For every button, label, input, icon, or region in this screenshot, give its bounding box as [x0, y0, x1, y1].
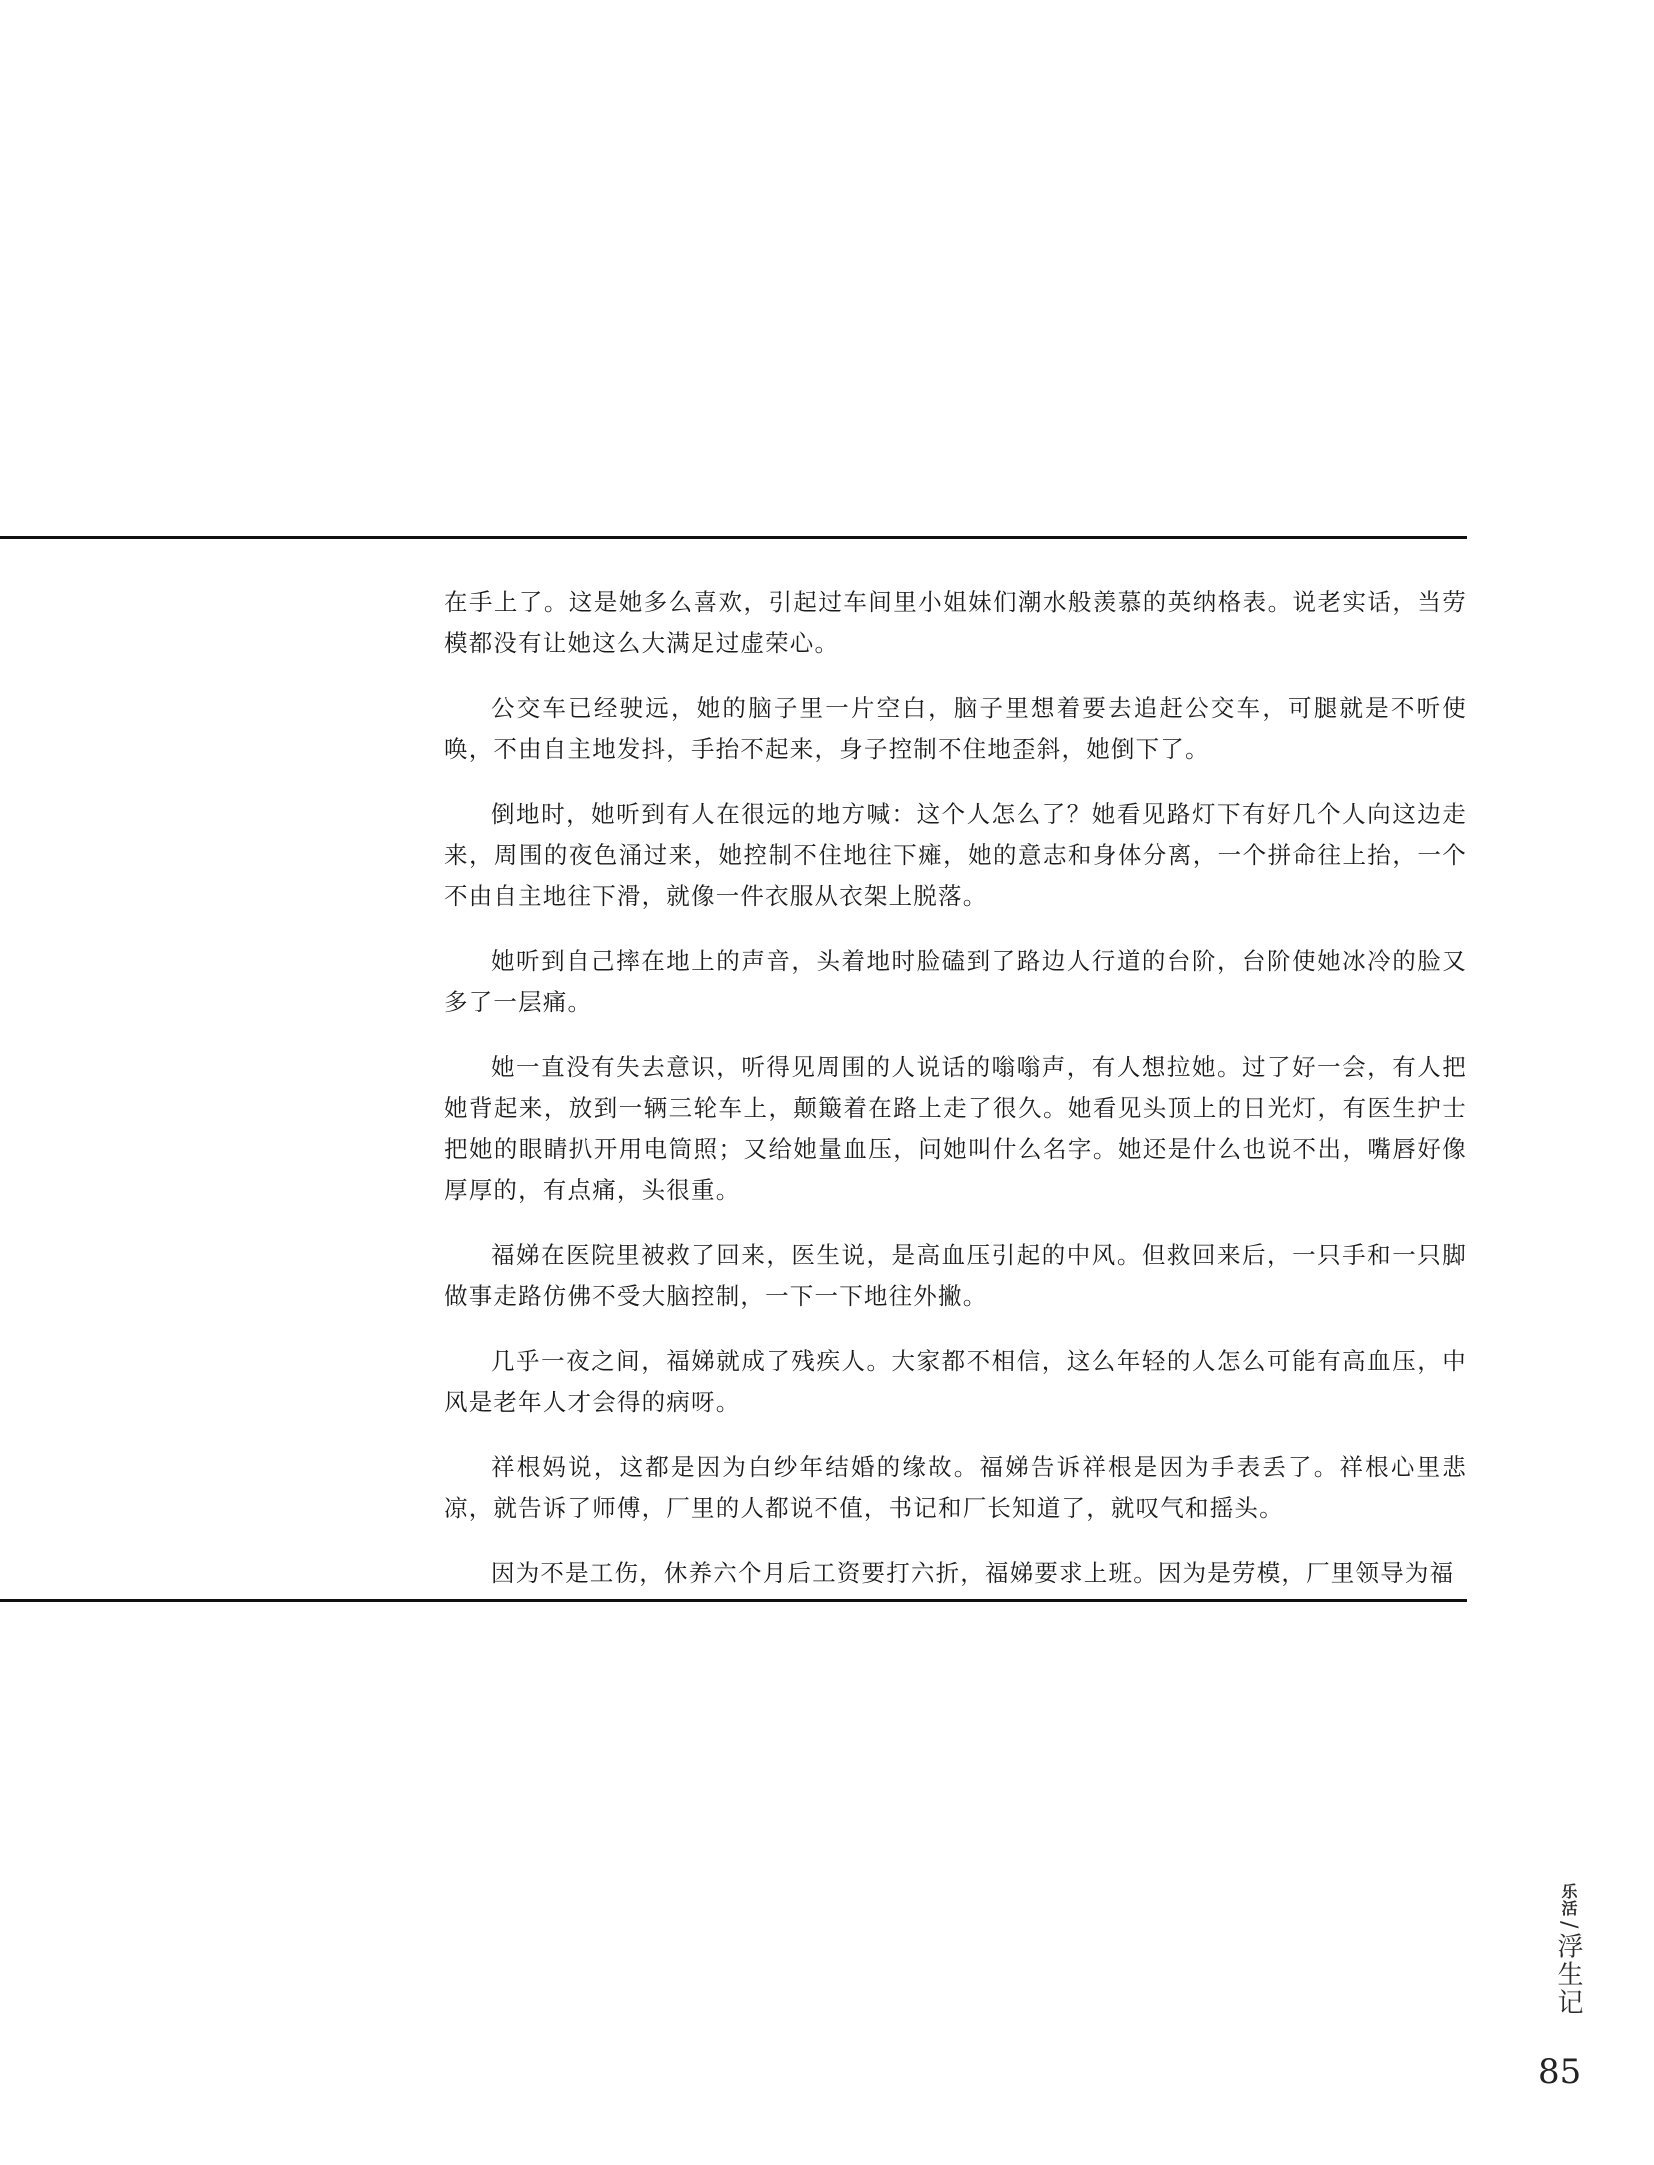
bottom-rule	[0, 1599, 1467, 1602]
paragraph-2: 公交车已经驶远，她的脑子里一片空白，脑子里想着要去追赶公交车，可腿就是不听使唤，不由自主地发抖，手抬不起来，身子控制不住地歪斜，她倒下了。	[444, 694, 1467, 763]
brand-name: 乐活	[1559, 1883, 1578, 1917]
section-label	[1541, 1883, 1581, 2016]
paragraph-5: 她一直没有失去意识，听得见周围的人说话的嗡嗡声，有人想拉她。过了好一会，有人把她背起来，放到一辆三轮车上，颠簸着在路上走了很久。她看见头顶上的日光灯，有医生护士把她的眼睛扒开用电筒照；又给她量血压，问她叫什么名字。她还是什么也说不出，嘴唇好像厚厚的，有点痛，头很重。	[444, 1053, 1467, 1204]
paragraph-9: 因为不是工伤，休养六个月后工资要打六折，福娣要求上班。因为是劳模，厂里领导为福	[491, 1559, 1455, 1587]
top-rule	[0, 536, 1467, 539]
section-name: 浮生记	[1553, 1932, 1583, 2017]
paragraph-8: 祥根妈说，这都是因为白纱年结婚的缘故。福娣告诉祥根是因为手表丢了。祥根心里悲凉，就告诉了师傅，厂里的人都说不值，书记和厂长知道了，就叹气和摇头。	[444, 1453, 1467, 1522]
page-number: 85	[1538, 2052, 1582, 2092]
label-separator: /	[1556, 1921, 1581, 1929]
paragraph-1: 在手上了。这是她多么喜欢，引起过车间里小姐妹们潮水般羡慕的英纳格表。说老实话，当劳模都没有让她这么大满足过虚荣心。	[444, 588, 1467, 657]
paragraph-4: 她听到自己摔在地上的声音，头着地时脸磕到了路边人行道的台阶，台阶使她冰冷的脸又多了一层痛。	[444, 947, 1467, 1016]
article-body	[444, 582, 1467, 1618]
paragraph-6: 福娣在医院里被救了回来，医生说，是高血压引起的中风。但救回来后，一只手和一只脚做事走路仿佛不受大脑控制，一下一下地往外撇。	[444, 1241, 1467, 1310]
paragraph-7: 几乎一夜之间，福娣就成了残疾人。大家都不相信，这么年轻的人怎么可能有高血压，中风是老年人才会得的病呀。	[444, 1347, 1467, 1416]
paragraph-3: 倒地时，她听到有人在很远的地方喊：这个人怎么了？她看见路灯下有好几个人向这边走来，周围的夜色涌过来，她控制不住地往下瘫，她的意志和身体分离，一个拼命往上抬，一个不由自主地往下滑，就像一件衣服从衣架上脱落。	[444, 800, 1467, 910]
